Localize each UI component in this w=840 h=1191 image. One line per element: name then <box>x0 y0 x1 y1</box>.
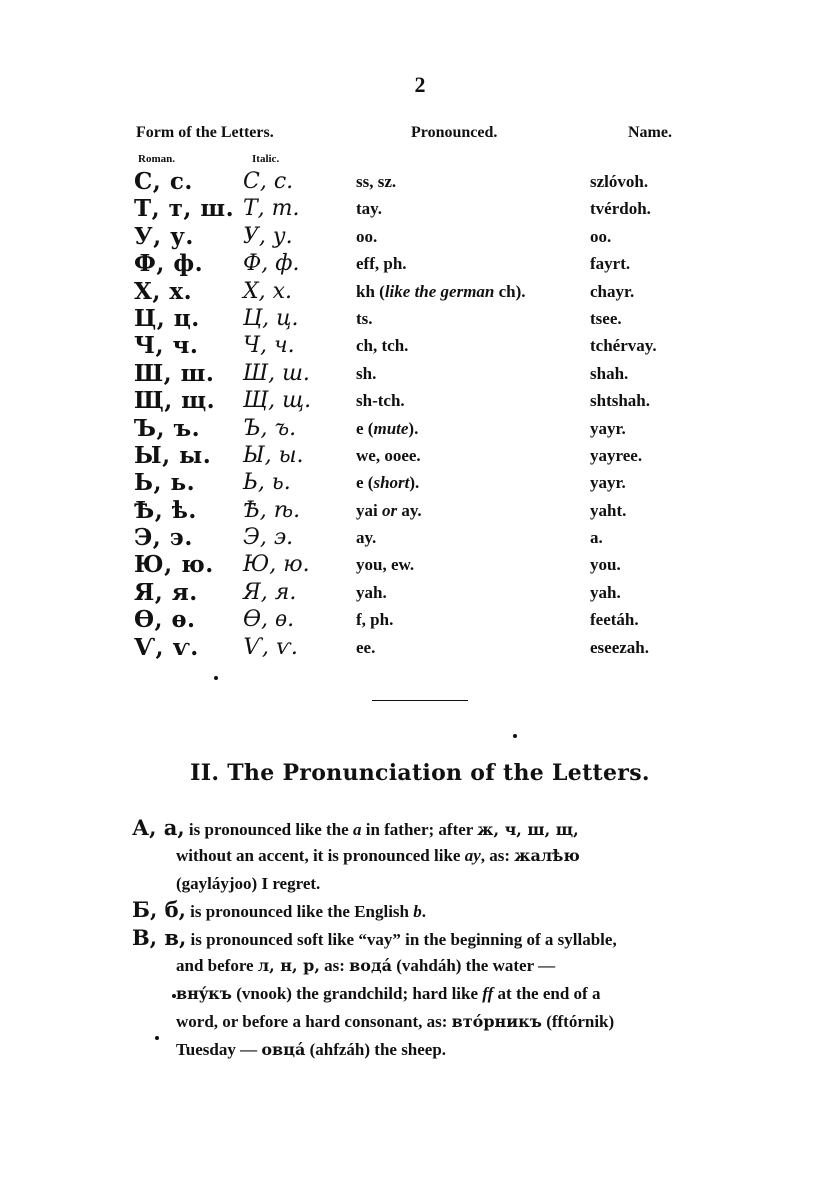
roman-letter: Ч, ч. <box>134 332 199 360</box>
italic-letter: Ш, ш. <box>243 360 310 386</box>
letter-name: yaht. <box>590 500 627 520</box>
roman-letter: Ц, ц. <box>134 304 200 332</box>
letter-name: yayr. <box>590 473 626 493</box>
table-row <box>0 606 840 633</box>
table-row <box>0 469 840 496</box>
pronunciation-a: А, а, is pronounced like the a in father; after ж, ч, ш, щ, without an accent, it is pronounced like ay, as: жалѣю (gayláyjoo) I regret. <box>132 815 580 893</box>
letter-name: tsee. <box>590 308 622 328</box>
print-speck <box>155 1036 159 1040</box>
roman-letter: Ѣ, ѣ. <box>134 496 197 524</box>
italic-letter: Ѵ, ѵ. <box>243 634 298 660</box>
print-speck <box>513 734 517 738</box>
letter-name: tvérdoh. <box>590 199 651 219</box>
header-form: Form of the Letters. <box>136 124 274 141</box>
pronunciation-v: В, в, is pronounced soft like “vay” in the beginning of a syllable, and before л, н, р, as: вода́ (vahdáh) the water — внýкъ (vnook) the grandchild; hard like ff at the end of a word, or before a hard consonant, as: вто́рникъ (fftórnik) Tuesday — овца́ (ahfzáh) the sheep. <box>132 925 617 1059</box>
italic-letter: Щ, щ. <box>243 388 312 414</box>
letter-name: yayree. <box>590 445 643 465</box>
italic-letter: Х, х. <box>243 278 293 304</box>
print-speck <box>172 994 176 998</box>
roman-letter: Ы, ы. <box>134 441 212 469</box>
table-row <box>0 415 840 442</box>
italic-letter: Т, т. <box>243 196 300 222</box>
pronunciation-cell: f, ph. <box>356 610 394 630</box>
italic-letter: Ч, ч. <box>243 333 295 359</box>
pronunciation-cell: e (short). <box>356 473 420 493</box>
roman-letter: Ѵ, ѵ. <box>134 633 199 661</box>
header-pronounced: Pronounced. <box>411 124 498 141</box>
table-row <box>0 387 840 414</box>
pronunciation-cell: sh. <box>356 363 377 383</box>
pronunciation-cell: yah. <box>356 582 387 602</box>
roman-letter: Ъ, ъ. <box>134 414 201 442</box>
table-row <box>0 551 840 578</box>
pronunciation-cell: e (mute). <box>356 418 419 438</box>
italic-letter: Ь, ь. <box>243 470 291 496</box>
italic-letter: Ю, ю. <box>243 552 310 578</box>
pronunciation-cell: you, ew. <box>356 555 415 575</box>
roman-letter: Х, х. <box>134 277 193 305</box>
roman-letter: У, у. <box>134 222 194 250</box>
table-row <box>0 332 840 359</box>
italic-letter: Ы, ы. <box>243 442 304 468</box>
letter-name: a. <box>590 528 603 548</box>
italic-letter: Я, я. <box>243 579 297 605</box>
italic-letter: Э, э. <box>243 525 294 551</box>
letter-name: eseezah. <box>590 637 650 657</box>
letter-name: feetáh. <box>590 610 639 630</box>
letter-v: В, в, <box>132 925 187 950</box>
letter-name: oo. <box>590 226 612 246</box>
italic-letter: Ѳ, ѳ. <box>243 607 295 633</box>
roman-letter: Э, э. <box>134 524 193 552</box>
letter-name: yah. <box>590 582 621 602</box>
italic-letter: Ц, ц. <box>243 305 299 331</box>
table-row <box>0 168 840 195</box>
table-row <box>0 360 840 387</box>
subheader-italic: Italic. <box>252 153 280 165</box>
italic-letter: Ѣ, ѣ. <box>243 497 301 523</box>
letter-name: you. <box>590 555 621 575</box>
letter-name: tchérvay. <box>590 336 657 356</box>
pronunciation-cell: ss, sz. <box>356 172 397 191</box>
header-name: Name. <box>628 124 672 141</box>
pronunciation-cell: yai or ay. <box>356 500 422 520</box>
pronunciation-cell: ch, tch. <box>356 336 409 356</box>
table-row <box>0 223 840 250</box>
roman-letter: Ш, ш. <box>134 359 215 387</box>
roman-letter: Щ, щ. <box>134 387 216 415</box>
letter-name: yayr. <box>590 418 626 438</box>
roman-letter: С, с. <box>134 168 193 195</box>
pronunciation-cell: kh (like the german ch). <box>356 281 526 301</box>
pronunciation-cell: ay. <box>356 528 377 548</box>
pronunciation-cell: we, ooee. <box>356 445 421 465</box>
roman-letter: Т, т, ш. <box>134 195 235 223</box>
italic-letter: Ъ, ъ. <box>243 415 297 441</box>
pronunciation-b: Б, б, is pronounced like the English b. <box>132 897 426 922</box>
pronunciation-cell: oo. <box>356 226 378 246</box>
pronunciation-cell: ts. <box>356 308 373 328</box>
page-number: 2 <box>414 72 426 97</box>
table-row <box>0 524 840 551</box>
letter-name: chayr. <box>590 281 635 301</box>
table-row <box>0 305 840 332</box>
italic-letter: У, у. <box>243 223 293 249</box>
subheader-roman: Roman. <box>138 153 175 165</box>
table-row <box>0 250 840 277</box>
table-row <box>0 278 840 305</box>
roman-letter: Ѳ, ѳ. <box>134 606 196 634</box>
roman-letter: Я, я. <box>134 578 198 606</box>
table-row <box>0 195 840 222</box>
italic-letter: Ф, ф. <box>243 251 300 277</box>
pronunciation-cell: sh-tch. <box>356 391 405 411</box>
letter-name: shah. <box>590 363 629 383</box>
letter-name: fayrt. <box>590 254 631 274</box>
letter-a: А, а, <box>132 815 185 840</box>
roman-letter: Ю, ю. <box>134 551 214 579</box>
roman-letter: Ф, ф. <box>134 250 204 278</box>
pronunciation-cell: eff, ph. <box>356 254 407 274</box>
table-row <box>0 497 840 524</box>
section-divider <box>372 700 468 701</box>
letter-name: shtshah. <box>590 391 651 411</box>
roman-letter: Ь, ь. <box>134 469 196 497</box>
pronunciation-cell: ee. <box>356 637 376 657</box>
letter-b: Б, б, <box>132 897 186 922</box>
table-row <box>0 579 840 606</box>
letter-table <box>0 168 840 661</box>
print-speck <box>214 676 218 680</box>
italic-letter: С, с. <box>243 169 294 194</box>
letter-name: szlóvoh. <box>590 172 649 191</box>
section-title: II. The Pronunciation of the Letters. <box>190 760 650 786</box>
pronunciation-cell: tay. <box>356 199 382 219</box>
table-row <box>0 442 840 469</box>
table-row <box>0 634 840 661</box>
